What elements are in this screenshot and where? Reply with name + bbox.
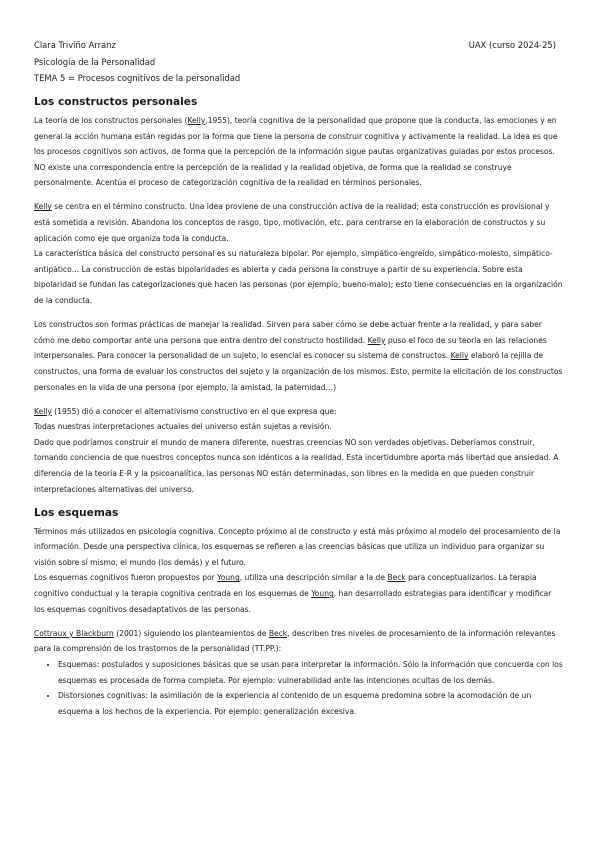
author-name: Clara Triviño Arranz <box>34 40 116 50</box>
kelly-link: Kelly <box>187 116 206 125</box>
paragraph-young: Los esquemas cognitivos fueron propuestos por Young, utiliza una descripción similar a la de Beck para conceptualizarlos. La terapia cognitivo conductual y la terapia cognitiva centrada en los esquemas de Young, han desarrollado estrategias para identificar y modificar los esquemas cognitivos desadaptativos de las personas. <box>34 573 552 614</box>
paragraph-alternativismo: Kelly (1955) dió a conocer el alternativismo constructivo en el que expresa que: <box>34 406 337 416</box>
paragraph-bipolar: La característica básica del constructo personal es su naturaleza bipolar. Por ejemplo, simpático-engreído, simpático-molesto, simpático-antipático… La construcción de estas bipolaridades es abierta y cada persona la construye a partir de su experiencia. Sobre esta bipolaridad se fundan las categorizaciones que hacen las personas (por ejemplo, bueno-malo); esto tiene consecuencias en la organización de la conducta. <box>34 249 563 306</box>
institution-label: UAX (curso 2024-25) <box>468 40 556 50</box>
paragraph-intro-constructos: La teoría de los constructos personales (Kelly,1955), teoría cognitiva de la personalidad que propone que la conducta, las emociones y en general la acción humana están regidas por la forma que tiene la persona de construir cognitiva y activamente la realidad. La idea es que los procesos cognitivos son activos, de forma que la percepción de la información sigue pautas organizativas guiadas por estos procesos. NO existe una correspondencia entre la percepción de la realidad y la realidad objetiva, de forma que la realidad se construye personalmente. Acentúa el proceso de categorización cognitiva de la realidad en términos personales. <box>34 116 558 188</box>
document-body <box>34 95 564 719</box>
processing-levels-list <box>34 657 564 719</box>
list-item-distorsiones: • Distorsiones cognitivas: la asimilación de la experiencia al contenido de un esquema predomina sobre la acomodación de un esquema a los hechos de la experiencia. Por ejemplo: generalización excesiva. <box>58 688 564 719</box>
paragraph-cottraux: Cottraux y Blackburn (2001) siguiendo los planteamientos de Beck, describen tres niveles de procesamiento de la información relevantes para la comprensión de los trastornos de la personalidad (TT.PP.): <box>34 628 556 654</box>
paragraph-libertad: Dado que podríamos construir el mundo de manera diferente, nuestras creencias NO son verdades objetivas. Deberíamos construir, tomando conciencia de que nuestros conceptos nunca son idénticos a la realidad. Esta incertidumbre aporta más libertad que ansiedad. A diferencia de la teoría E-R y la psicoanalítica, las personas NO están determinadas, son libres en la medida en que pueden construir interpretaciones alternativas del universo. <box>34 437 559 494</box>
kelly-link: Kelly <box>450 351 469 361</box>
paragraph-revision: Todas nuestras interpretaciones actuales del universo están sujetas a revisión. <box>34 422 332 432</box>
cottraux-blackburn-link: Cottraux y Blackburn <box>34 628 114 638</box>
section-title-esquemas: Los esquemas <box>34 506 119 519</box>
subject-name: Psicología de la Personalidad <box>34 56 156 67</box>
topic-title: TEMA 5 = Procesos cognitivos de la personalidad <box>34 73 241 83</box>
kelly-link: Kelly <box>34 406 52 416</box>
young-link: Young <box>217 573 240 583</box>
page-header-left <box>34 37 240 87</box>
list-item-esquemas: • Esquemas: postulados y suposiciones básicas que se usan para interpretar la información. Sólo la información que concuerda con los esquemas es procesada de forma completa. Por ejemplo: vulnerabilidad ante las intenciones ocultas de los demás. <box>58 657 564 688</box>
beck-link: Beck <box>387 573 406 583</box>
paragraph-formas-practicas: Los constructos son formas prácticas de manejar la realidad. Sirven para saber cómo se debe actuar frente a la realidad, y para saber cómo me debo comportar ante una persona que entra dentro del constructo hostilidad. Kelly puso el foco de su teoría en las relaciones interpersonales. Para conocer la personalidad de un sujeto, lo esencial es conocer su sistema de constructos. Kelly elaboró la rejilla de constructos, una forma de evaluar los constructos del sujeto y la organización de los mismos. Esto, permite la elicitación de los constructos personales en la vida de una persona (por ejemplo, la amistad, la paternidad…) <box>34 320 563 392</box>
kelly-link: Kelly <box>367 335 386 345</box>
paragraph-esquemas-intro: Términos más utilizados en psicología cognitiva. Concepto próximo al de constructo y está más próximo al modelo del procesamiento de la información. Desde una perspectiva clínica, los esquemas se refieren a las creencias básicas que utiliza un individuo para organizar su visión sobre sí mismo, el mundo (los demás) y el futuro. <box>34 526 561 567</box>
beck-link: Beck <box>268 628 288 638</box>
section-title-constructos: Los constructos personales <box>34 96 198 108</box>
young-link: Young <box>311 589 334 599</box>
kelly-link: Kelly <box>34 202 52 212</box>
paragraph-kelly-constructo: Kelly se centra en el término constructo. Una idea proviene de una construcción activa de la realidad; esta construcción es provisional y está sometida a revisión. Abandona los conceptos de rasgo, tipo, motivación, etc. para centrarse en la elaboración de constructos y su aplicación como eje que organiza toda la conducta. <box>34 202 550 243</box>
